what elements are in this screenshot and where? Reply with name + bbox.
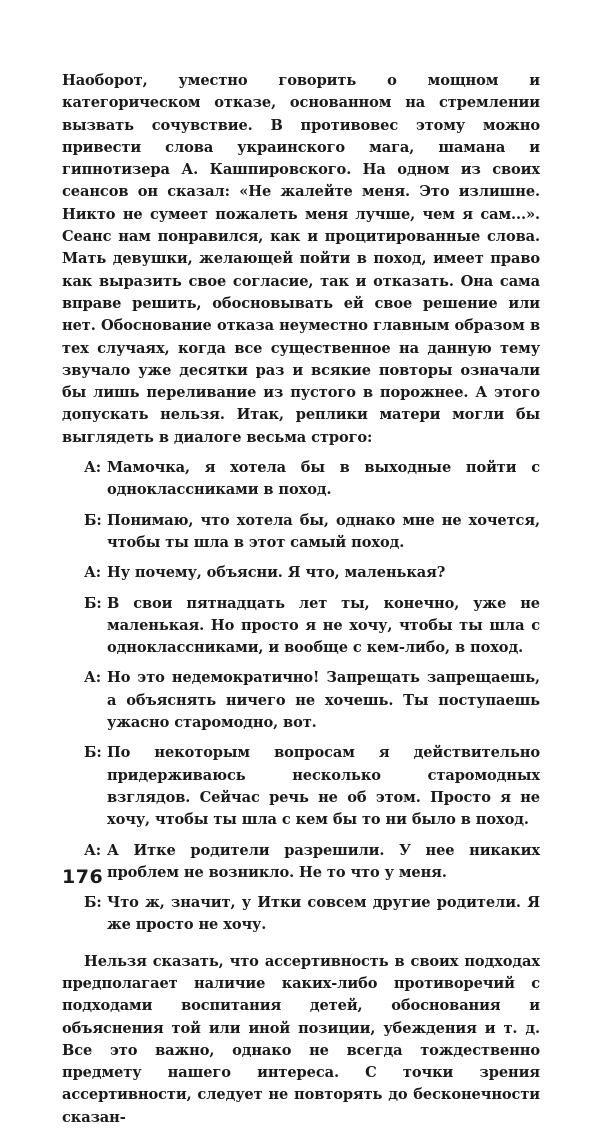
dialog-text: Но это недемократично! Запрещать запрещаешь, а объяснять ничего не хочешь. Ты поступаешь ужасно старомодно, вот. [107, 669, 540, 732]
dialog-text: В свои пятнадцать лет ты, конечно, уже не маленькая. Но просто я не хочу, чтобы ты шла с одноклассниками, и вообще с кем-либо, в поход. [107, 594, 540, 657]
page-number: 176 [62, 866, 104, 888]
dialog-speaker: Б: [84, 594, 102, 612]
dialog-line [62, 510, 540, 555]
dialog-line [62, 457, 540, 502]
dialog-speaker: А: [84, 564, 102, 582]
dialog-line [62, 892, 540, 937]
dialog-line [62, 667, 540, 734]
dialog [62, 457, 540, 937]
dialog-line [62, 742, 540, 831]
dialog-text: Ну почему, объясни. Я что, маленькая? [107, 564, 446, 582]
dialog-text: А Итке родители разрешили. У нее никаких проблем не возникло. Не то что у меня. [107, 841, 540, 881]
dialog-line [62, 840, 540, 885]
dialog-speaker: А: [84, 669, 102, 687]
dialog-speaker: Б: [84, 511, 102, 529]
dialog-speaker: Б: [84, 894, 102, 912]
dialog-text: Мамочка, я хотела бы в выходные пойти с одноклассниками в поход. [107, 459, 540, 499]
page-body [62, 70, 540, 1129]
dialog-text: Понимаю, что хотела бы, однако мне не хочется, чтобы ты шла в этот самый поход. [107, 511, 540, 551]
dialog-line [62, 562, 540, 584]
dialog-text: Что ж, значит, у Итки совсем другие родители. Я же просто не хочу. [107, 894, 540, 934]
dialog-speaker: А: [84, 459, 102, 477]
paragraph-conclusion: Нельзя сказать, что ассертивность в своих подходах предполагает наличие каких-либо противоречий с подходами воспитания детей, обоснования и объяснения той или иной позиции, убеждения и т. д. Все это важно, однако не всегда тождественно предмету нашего интереса. С точки зрения ассертивности, следует не повторять до бесконечности сказан- [62, 952, 540, 1126]
paragraph-intro: Наоборот, уместно говорить о мощном и категорическом отказе, основанном на стремлении вызвать сочувствие. В противовес этому можно привести слова украинского мага, шамана и гипнотизера А. Кашпировского. На одном из своих сеансов он сказал: «Не жалейте меня. Это излишне. Никто не сумеет пожалеть меня лучше, чем я сам...». Сеанс нам понравился, как и процитированные слова. Мать девушки, желающей пойти в поход, имеет право как выразить свое согласие, так и отказать. Она сама вправе решить, обосновывать ей свое решение или нет. Обоснование отказа неуместно главным образом в тех случаях, когда все существенное на данную тему звучало уже десятки раз и всякие повторы означали бы лишь переливание из пустого в порожнее. А этого допускать нельзя. Итак, реплики матери могли бы выглядеть в диалоге весьма строго: [62, 72, 540, 446]
dialog-text: По некоторым вопросам я действительно придерживаюсь несколько старомодных взглядов. Сейчас речь не об этом. Просто я не хочу, чтобы ты шла с кем бы то ни было в поход. [107, 744, 540, 829]
dialog-speaker: Б: [84, 744, 102, 762]
dialog-speaker: А: [84, 841, 102, 859]
dialog-line [62, 593, 540, 660]
